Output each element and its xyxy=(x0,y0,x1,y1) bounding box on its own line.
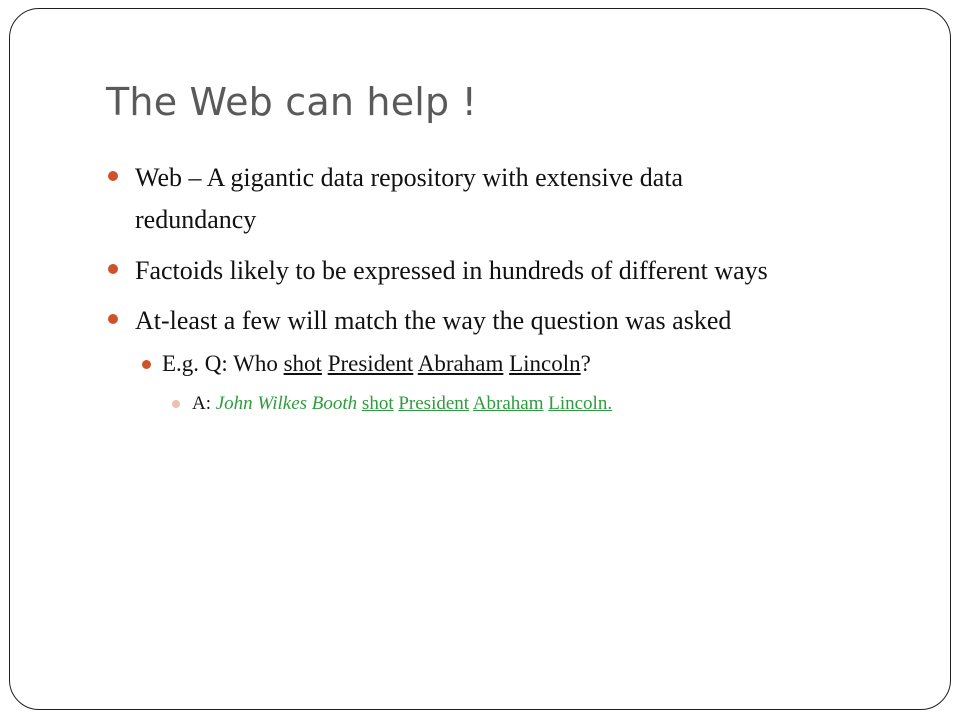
slide-title: The Web can help ! xyxy=(106,80,478,124)
bullet-dot xyxy=(108,314,118,324)
bullet-2-text: Factoids likely to be expressed in hundreds of different ways xyxy=(135,256,768,285)
bullet-dot xyxy=(108,171,118,181)
example-word-abraham: Abraham xyxy=(417,351,504,376)
example-question-suffix: ? xyxy=(580,351,591,376)
answer-prefix: A: xyxy=(192,393,216,414)
example-question-prefix: E.g. Q: Who xyxy=(162,351,284,376)
sub-sub-bullet-dot xyxy=(172,400,180,408)
bullet-dot xyxy=(108,264,118,274)
example-word-lincoln: Lincoln xyxy=(509,351,581,376)
example-answer xyxy=(192,392,612,416)
example-word-president: President xyxy=(327,351,414,376)
answer-word-president: President xyxy=(398,393,470,414)
answer-word-abraham: Abraham xyxy=(472,393,544,414)
bullet-1-line-2: redundancy xyxy=(135,205,257,234)
example-question xyxy=(162,350,591,378)
answer-word-lincoln: Lincoln. xyxy=(548,393,613,414)
answer-name: John Wilkes Booth xyxy=(215,393,358,414)
sub-bullet-dot xyxy=(142,360,151,369)
bullet-3-text: At-least a few will match the way the question was asked xyxy=(135,306,732,335)
example-word-shot: shot xyxy=(283,351,322,376)
bullet-1-line-1: Web – A gigantic data repository with extensive data xyxy=(135,163,684,192)
answer-word-shot: shot xyxy=(361,393,394,414)
